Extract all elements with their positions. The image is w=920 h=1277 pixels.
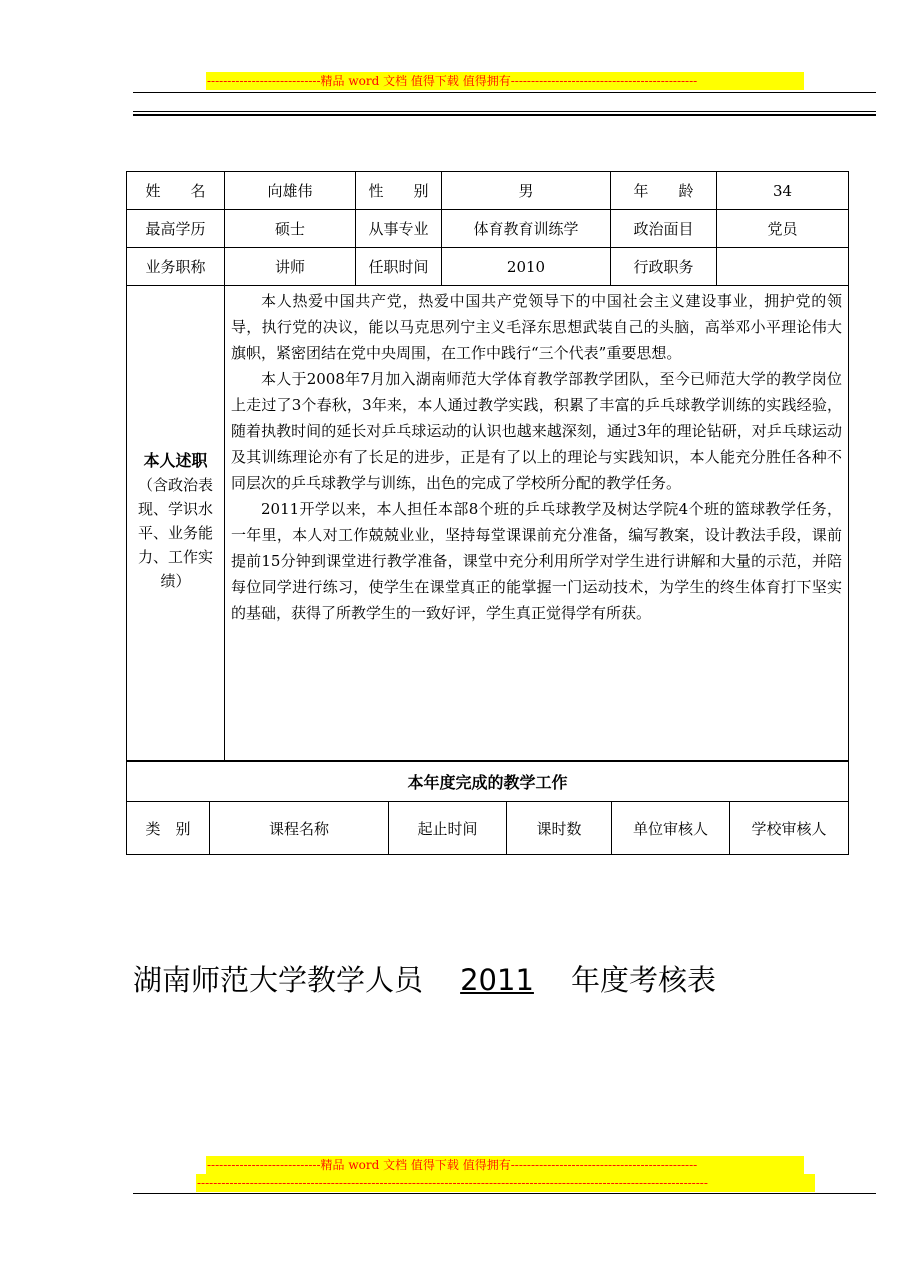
header-rule — [133, 92, 876, 93]
major-label: 从事专业 — [356, 210, 442, 248]
age-label: 年 龄 — [611, 172, 717, 210]
appoint-label: 任职时间 — [356, 248, 442, 286]
header-double-rule-lower — [133, 114, 876, 116]
personal-info-table — [126, 171, 849, 761]
admin-label: 行政职务 — [611, 248, 717, 286]
politics-value: 党员 — [717, 210, 849, 248]
title-suffix: 年度考核表 — [571, 963, 717, 997]
report-row — [127, 286, 849, 761]
report-paragraph-1: 本人热爱中国共产党，热爱中国共产党领导下的中国社会主义建设事业，拥护党的领导，执行党的决议，能以马克思列宁主义毛泽东思想武装自己的头脑，高举邓小平理论伟大旗帜，紧密团结在党中央周围，在工作中践行“三个代表”重要思想。 — [231, 292, 842, 362]
report-paragraph-3: 2011开学以来，本人担任本部8个班的乒乓球教学及树达学院4个班的篮球教学任务，一年里，本人对工作兢兢业业，坚持每堂课课前充分准备，编写教案，设计教法手段，课前提前15分钟到课堂进行教学准备，课堂中充分利用所学对学生进行讲解和大量的示范，并陪每位同学进行练习，使学生在课堂真正的能掌握一门运动技术，为学生的终生体育打下坚实的基础，获得了所教学生的一致好评，学生真正觉得学有所获。 — [231, 500, 842, 622]
major-value: 体育教育训练学 — [442, 210, 611, 248]
name-value: 向雄伟 — [225, 172, 356, 210]
col-school-reviewer: 学校审核人 — [730, 802, 849, 855]
teaching-header-row — [127, 802, 849, 855]
header-double-rule-upper — [133, 111, 876, 112]
report-paragraph-2: 本人于2008年7月加入湖南师范大学体育教学部教学团队，至今已师范大学的教学岗位上走过了3个春秋，3年来，本人通过教学实践，积累了丰富的乒乓球教学训练的实践经验，随着执教时间的延长对乒乓球运动的认识也越来越深刻，通过3年的理论钻研，对乒乓球运动及其训练理论亦有了长足的进步，正是有了以上的理论与实践知识，本人能充分胜任各种不同层次的乒乓球教学与训练，出色的完成了学校所分配的教学任务。 — [231, 370, 842, 492]
top-banner: ----------------------------精品 word 文档 值得下载 值得拥有---------------------------------------------- — [206, 72, 804, 90]
politics-label: 政治面目 — [611, 210, 717, 248]
gender-value: 男 — [442, 172, 611, 210]
education-label: 最高学历 — [127, 210, 225, 248]
info-row-1 — [127, 172, 849, 210]
report-side-label — [127, 286, 225, 761]
title-value: 讲师 — [225, 248, 356, 286]
document-title — [133, 958, 716, 999]
report-side-title: 本人述职 — [143, 451, 208, 470]
col-hours: 课时数 — [507, 802, 612, 855]
admin-value — [717, 248, 849, 286]
education-value: 硕士 — [225, 210, 356, 248]
appoint-value: 2010 — [442, 248, 611, 286]
gender-label: 性 别 — [356, 172, 442, 210]
col-category: 类 别 — [127, 802, 210, 855]
col-course-name: 课程名称 — [210, 802, 389, 855]
title-prefix: 湖南师范大学教学人员 — [133, 963, 424, 997]
age-value: 34 — [717, 172, 849, 210]
info-row-2 — [127, 210, 849, 248]
title-label: 业务职称 — [127, 248, 225, 286]
teaching-section-title: 本年度完成的教学工作 — [127, 762, 849, 802]
report-body — [225, 286, 849, 761]
teaching-work-table — [126, 761, 849, 855]
col-unit-reviewer: 单位审核人 — [612, 802, 730, 855]
bottom-banner: ----------------------------精品 word 文档 值得下载 值得拥有---------------------------------------------- — [206, 1156, 804, 1174]
info-row-3 — [127, 248, 849, 286]
title-year: 2011 — [460, 963, 534, 997]
col-period: 起止时间 — [389, 802, 507, 855]
report-side-subtitle: （含政治表现、学识水平、业务能力、工作实绩） — [137, 476, 213, 590]
footer-rule — [133, 1193, 876, 1194]
name-label: 姓 名 — [127, 172, 225, 210]
bottom-banner-dashes: ------------------------------------------------------------------------------------------------------------------------------ — [196, 1174, 815, 1192]
